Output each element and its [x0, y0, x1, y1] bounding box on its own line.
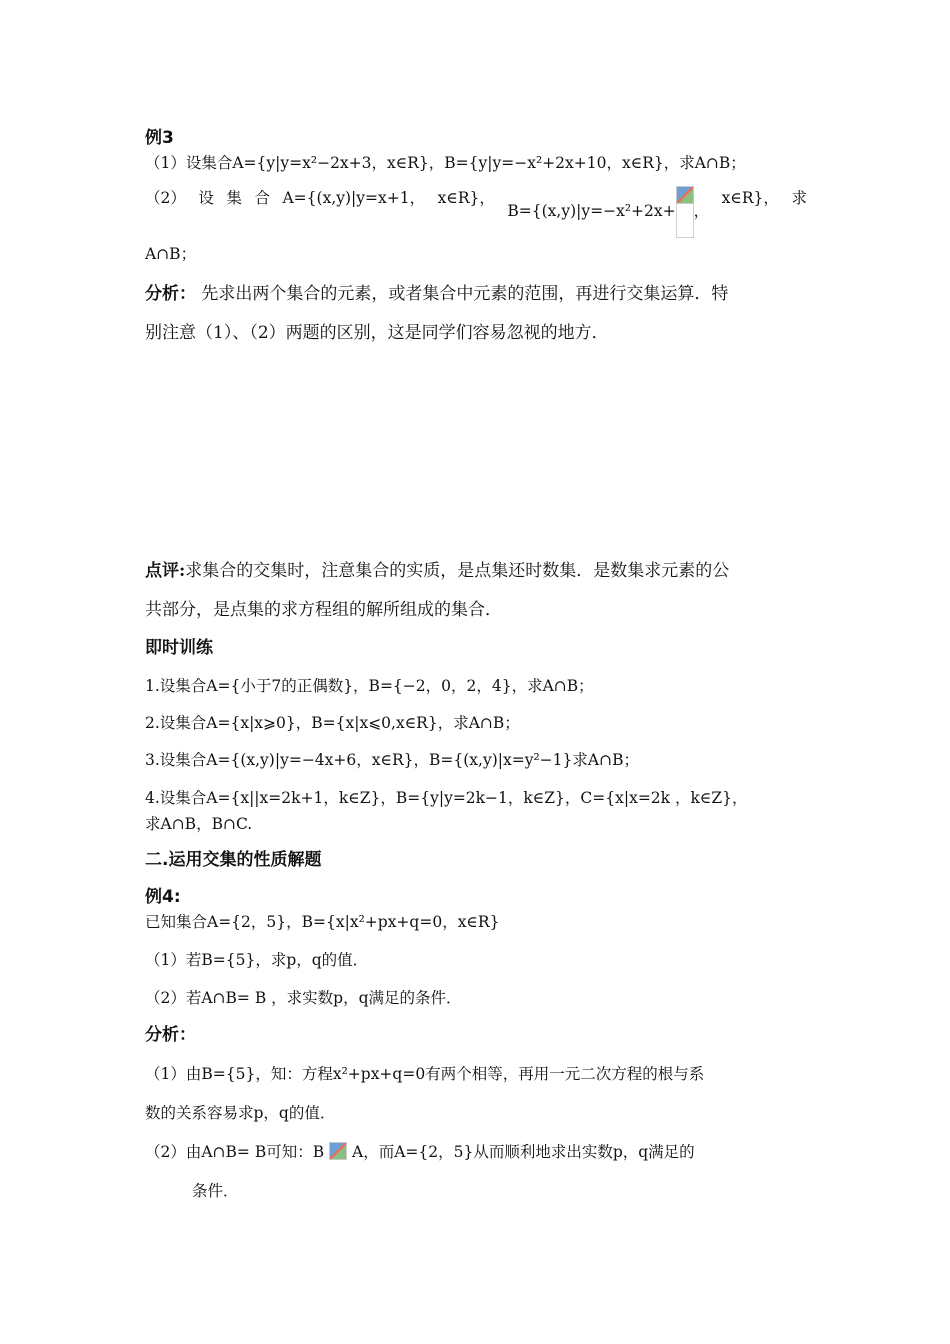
- analysis-2-item-2-line-2: 条件．: [192, 1182, 239, 1200]
- q2-part: （2）: [145, 189, 186, 207]
- analysis-2-label: 分析：: [145, 1025, 196, 1045]
- q2-part: B={(x,y)|y=−x²+2x+: [507, 202, 676, 220]
- practice-item: 3.设集合A={(x,y)|y=−4x+6，x∈R}，B={(x,y)|x=y²−1}求A∩B；: [145, 751, 639, 769]
- q2-part: x∈R}，: [437, 189, 495, 207]
- section-2-title: 二.运用交集的性质解题: [145, 850, 322, 870]
- comment-text: 求集合的交集时，注意集合的实质，是点集还时数集．是数集求元素的公: [185, 561, 730, 581]
- analysis-2-item-2-line-1: [145, 1140, 695, 1164]
- subset-symbol-image-icon: [329, 1142, 347, 1160]
- q2-part: 集: [226, 189, 242, 207]
- comment-line-1: [145, 559, 729, 583]
- example-3-title: 例3: [145, 128, 174, 148]
- comment-label: 点评:: [145, 561, 186, 581]
- analysis-text: 先求出两个集合的元素，或者集合中元素的范围，再进行交集运算．特: [196, 284, 729, 304]
- practice-title: 即时训练: [145, 638, 213, 658]
- broken-image-icon: [676, 186, 694, 238]
- q2-part: 设: [198, 189, 214, 207]
- analysis-label: 分析：: [145, 284, 196, 304]
- q2-part: 求: [791, 189, 807, 207]
- example-4-title: 例4:: [145, 887, 181, 907]
- q2-part: x∈R}，: [721, 189, 779, 207]
- q2-part: A={(x,y)|y=x+1，: [282, 189, 426, 207]
- practice-item: 1.设集合A={小于7的正偶数}，B={−2，0，2，4}，求A∩B；: [145, 677, 594, 695]
- analysis-2-item-1-line-1: （1）由B={5}，知：方程x²+px+q=0有两个相等，再用一元二次方程的根与系: [145, 1065, 705, 1083]
- q2-part: 合: [254, 189, 270, 207]
- practice-item: 求A∩B，B∩C.: [145, 815, 253, 833]
- analysis-1-line-1: [145, 282, 728, 306]
- example-4-question-1: （1）若B={5}，求p，q的值．: [145, 951, 369, 969]
- comment-line-2: 共部分，是点集的求方程组的解所组成的集合．: [145, 600, 502, 620]
- q2-formula: [507, 186, 709, 238]
- example-3-question-2-end: A∩B；: [145, 245, 197, 263]
- analysis-2-item-2-suffix: A，而A={2，5}从而顺利地求出实数p，q满足的: [352, 1143, 695, 1161]
- q2-part: ，: [693, 202, 710, 220]
- example-4-given: 已知集合A={2，5}，B={x|x²+px+q=0，x∈R}: [145, 913, 500, 931]
- example-3-question-1: （1）设集合A={y|y=x²−2x+3，x∈R}，B={y|y=−x²+2x+10，x∈R}，求A∩B；: [145, 154, 746, 172]
- example-3-question-2: [145, 186, 807, 238]
- analysis-2-item-2-prefix: （2）由A∩B= B可知：B: [145, 1143, 325, 1161]
- analysis-2-item-1-line-2: 数的关系容易求p，q的值．: [145, 1104, 336, 1122]
- analysis-1-line-2: 别注意（1）、（2）两题的区别，这是同学们容易忽视的地方．: [145, 323, 609, 343]
- practice-item: 4.设集合A={x||x=2k+1，k∈Z}，B={y|y=2k−1，k∈Z}，C={x|x=2k ，k∈Z}，: [145, 789, 748, 807]
- example-4-question-2: （2）若A∩B= B ，求实数p，q满足的条件．: [145, 989, 462, 1007]
- image-placeholder-icon: [676, 186, 694, 204]
- practice-item: 2.设集合A={x|x⩾0}，B={x|x⩽0,x∈R}，求A∩B；: [145, 714, 520, 732]
